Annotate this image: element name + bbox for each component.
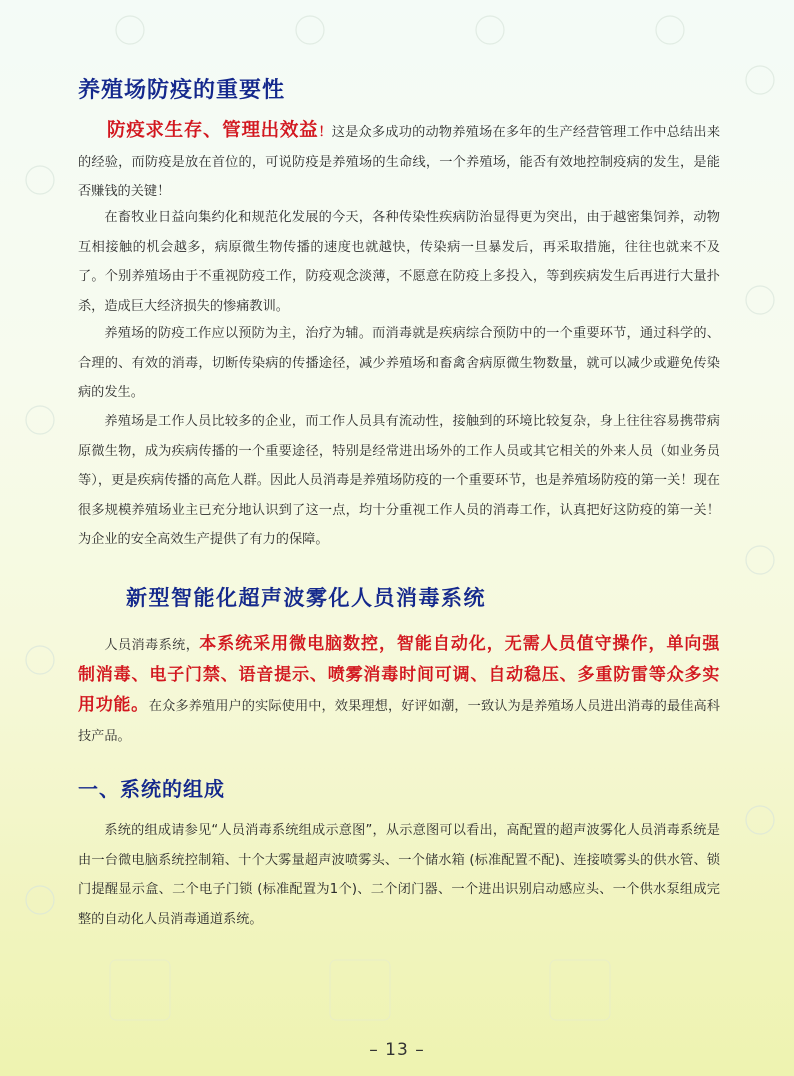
intro-features: 本系统采用微电脑数控，智能自动化，无需人员值守操作，单向强制消毒、电子门禁、语音提示、喷雾消毒时间可调、自动稳压、多重防雷等众多实用功能。 <box>78 634 720 715</box>
paragraph-importance-4: 养殖场是工作人员比较多的企业，而工作人员具有流动性，接触到的环境比较复杂，身上往往容易携带病原微生物，成为疾病传播的一个重要途径，特别是经常进出场外的工作人员或其它相关的外来人员（如业务员等），更是疾病传播的高危人群。因此人员消毒是养殖场防疫的一个重要环节，也是养殖场防疫的第一关！现在很多规模养殖场业主已充分地认识到了这一点，均十分重视工作人员的消毒工作，认真把好这防疫的第一关！为企业的安全高效生产提供了有力的保障。 <box>78 414 720 547</box>
section-title-importance: 养殖场防疫的重要性 <box>78 78 286 103</box>
intro-end: 在众多养殖用户的实际使用中，效果理想，好评如潮，一致认为是养殖场人员进出消毒的最佳高科技产品。 <box>78 699 720 744</box>
paragraph-composition-1: 系统的组成请参见“人员消毒系统组成示意图”，从示意图可以看出，高配置的超声波雾化人员消毒系统是由一台微电脑系统控制箱、十个大雾量超声波喷雾头、一个储水箱 (标准配置不配)、连接喷雾头的供水管、锁门提醒显示盒、二个电子门锁 (标准配置为1个)、二个闭门器、一个进出识别启动感应头、一个供水泵组成完整的自动化人员消毒通道系统。 <box>78 823 720 927</box>
paragraph-importance-3: 养殖场的防疫工作应以预防为主，治疗为辅。而消毒就是疾病综合预防中的一个重要环节，通过科学的、合理的、有效的消毒，切断传染病的传播途径，减少养殖场和畜禽舍病原微生物数量，就可以减少或避免传染病的发生。 <box>78 326 720 400</box>
page-number: – 13 – <box>369 1040 425 1060</box>
paragraph-importance-2: 在畜牧业日益向集约化和规范化发展的今天，各种传染性疾病防治显得更为突出，由于越密集饲养，动物互相接触的机会越多，病原微生物传播的速度也就越快，传染病一旦暴发后，再采取措施，往往也就来不及了。个别养殖场由于不重视防疫工作，防疫观念淡薄，不愿意在防疫上多投入，等到疾病发生后再进行大量扑杀，造成巨大经济损失的惨痛教训。 <box>78 210 720 314</box>
intro-start: 人员消毒系统， <box>104 638 200 653</box>
section-title-system: 新型智能化超声波雾化人员消毒系统 <box>126 586 486 610</box>
paragraph-importance-1 <box>78 116 720 207</box>
slogan-lead: 防疫求生存、管理出效益 <box>107 120 319 141</box>
paragraph-importance-1-text: 这是众多成功的动物养殖场在多年的生产经营管理工作中总结出来的经验，而防疫是放在首位的，可说防疫是养殖场的生命线，一个养殖场，能否有效地控制疫病的发生，是能否赚钱的关键！ <box>78 125 721 199</box>
paragraph-system-intro <box>78 630 720 751</box>
slogan-mark: ！ <box>318 125 332 140</box>
section-title-composition: 一、系统的组成 <box>78 777 225 801</box>
